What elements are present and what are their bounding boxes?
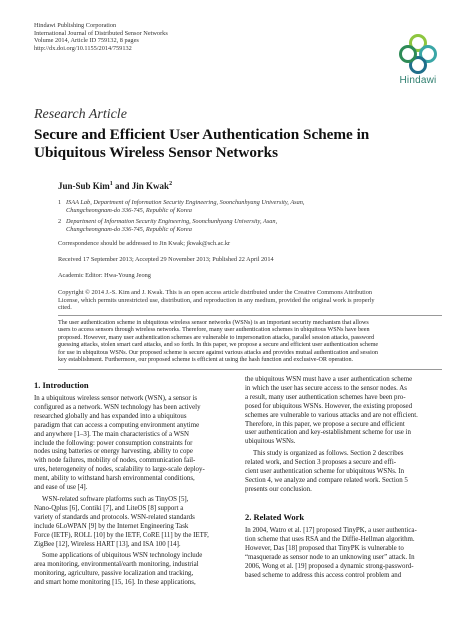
body-line: “masquerade as sensor node to an unknowing user” attack. In <box>245 553 415 561</box>
affiliation <box>58 199 458 214</box>
affiliation <box>58 218 458 233</box>
copyright-line: Copyright © 2014 J.-S. Kim and J. Kwak. This is an open access article distributed under the Creative Commons Attribution <box>58 289 373 296</box>
body-line: and anywhere [1–3]. The main characteristics of a WSN <box>34 430 189 438</box>
body-line: This study is organized as follows. Section 2 describes <box>253 450 404 458</box>
body-line: a result, many user authentication schemes have been pro- <box>245 393 406 401</box>
affiliation-text: Chungcheongnam-do 336-745, Republic of Korea <box>66 206 192 214</box>
body-line: In a ubiquitous wireless sensor network (WSN), a sensor is <box>34 395 198 402</box>
body-line: In 2004, Watro et al. [17] proposed TinyPK, a user authentica- <box>245 527 417 534</box>
correspondence: Correspondence should be addressed to Jin Kwak; jkwak@sch.ac.kr <box>58 240 231 247</box>
body-line: However, Das [18] proposed that TinyPK is vulnerable to <box>245 544 404 552</box>
logo-wordmark: Hindawi <box>399 75 437 86</box>
body-line: Therefore, in this paper, we propose a secure and efficient <box>245 420 405 428</box>
body-line: related work, and Section 3 proposes a secure and effi- <box>245 459 397 467</box>
affiliation-text: Department of Information Security Engineering, Soonchunhyang University, Asan, <box>66 218 278 225</box>
academic-editor: Academic Editor: Hwa-Young Jeong <box>58 272 151 279</box>
body-line: configured as a network. WSN technology has been actively <box>34 403 201 411</box>
body-line: ZigBee [12], Wireless HART [13], and ISA 100 [14]. <box>34 540 181 548</box>
body-line: with node failures, mobility of nodes, communication fail- <box>34 457 196 465</box>
abstract <box>58 320 442 364</box>
abstract-line: The user authentication scheme in ubiquitous wireless sensor networks (WSNs) is an important security mechanism that allows <box>58 320 369 326</box>
author-list <box>58 181 172 191</box>
affiliation-number: 2 <box>58 218 62 225</box>
body-line: Force (IETF), ROLL [10] by the IETF, CoRE [11] by the IETF, <box>34 531 209 539</box>
body-line: tion scheme that uses RSA and the Diffie-Hellman algorithm. <box>245 535 415 543</box>
affiliation-text: ISAA Lab, Department of Information Security Engineering, Soonchunhyang University, Asan, <box>66 199 305 206</box>
publisher-logo <box>394 34 442 88</box>
body-line: cient user authentication scheme for ubiquitous WSNs. In <box>245 468 405 476</box>
affiliation-number: 1 <box>58 199 62 206</box>
body-line: 2006, Wong et al. [19] proposed a dynamic strong-password- <box>245 562 414 570</box>
body-line: nodes using batteries or energy harvesting, ability to cope <box>34 448 193 456</box>
right-column-upper <box>245 376 441 495</box>
abstract-line: users to access sensors through wireless networks. Therefore, many user authentication schemes in ubiquitous WSNs have been <box>58 327 370 334</box>
body-line: Section 4, we analyze and compare related work. Section 5 <box>245 476 408 484</box>
body-line: ment, ability to withstand harsh environmental conditions, <box>34 475 195 483</box>
body-line: area monitoring, environmental/earth monitoring, industrial <box>34 561 199 569</box>
body-line: ures, heterogeneity of nodes, scalability to large-scale deploy- <box>34 466 205 474</box>
body-line: the ubiquitous WSN must have a user authentication scheme <box>245 376 413 383</box>
article-type: Research Article <box>34 107 127 122</box>
header-line: International Journal of Distributed Sensor Networks <box>34 29 168 37</box>
body-line: paradigm that can access a computing environment anytime <box>34 421 200 429</box>
author-name: Jin Kwak <box>131 181 170 191</box>
affiliation-text: Chungcheongnam-do 336-745, Republic of Korea <box>66 225 192 233</box>
abstract-bottom-rule <box>58 369 442 370</box>
body-line: in which the user has secure access to the sensor nodes. As <box>245 384 407 392</box>
header-line: Hindawi Publishing Corporation <box>34 22 117 29</box>
abstract-line: for use in ubiquitous WSNs. Our proposed scheme is secure against various attacks and provides mutual authentication and session <box>58 349 378 356</box>
title-line: Secure and Efficient User Authentication Scheme in <box>34 126 370 143</box>
body-line: monitoring, agriculture, passive localization and tracking, <box>34 570 194 578</box>
related-work-column <box>245 527 441 580</box>
copyright-line: License, which permits unrestricted use, distribution, and reproduction in any medium, provided the original work is properly <box>58 296 375 304</box>
paper-title <box>34 126 444 162</box>
abstract-line: key establishment. Furthermore, our proposed scheme is efficient at using the hash function and exclusive-OR operation. <box>58 357 354 364</box>
body-line: variety of standards and protocols. WSN-related standards <box>34 513 195 521</box>
body-line: researched globally and has expanded into a ubiquitous <box>34 412 187 420</box>
section-heading: 1. Introduction <box>34 380 89 390</box>
intro-column <box>34 395 230 588</box>
abstract-line: guessing attacks, stolen smart card attacks, and so forth. In this paper, we propose a secure and efficient user authentication scheme <box>58 342 379 349</box>
publication-dates: Received 17 September 2013; Accepted 29 November 2013; Published 22 April 2014 <box>58 256 274 263</box>
title-line: Ubiquitous Wireless Sensor Networks <box>34 144 279 161</box>
body-line: schemes are vulnerable to various attacks and are not efficient. <box>245 411 418 419</box>
body-line: Some applications of ubiquitous WSN technology include <box>42 552 203 560</box>
author-name: Jun-Sub Kim <box>58 181 110 191</box>
body-line: include 6LoWPAN [9] by the Internet Engineering Task <box>34 522 189 530</box>
journal-header <box>34 22 364 52</box>
affiliation-marker: 2 <box>169 181 173 187</box>
affiliation-marker: 1 <box>109 181 113 187</box>
header-line: Volume 2014, Article ID 759132, 8 pages <box>34 37 139 45</box>
body-line: and smart home monitoring [15, 16]. In these applications, <box>34 579 196 587</box>
body-line: Nano-Qplus [6], Contiki [7], and LiteOS [8] support a <box>34 504 184 512</box>
header-line: http://dx.doi.org/10.1155/2014/759132 <box>34 44 132 52</box>
body-line: user authentication and key-establishment scheme for use in <box>245 429 411 437</box>
body-line: include the following: power consumption constraints for <box>34 439 193 447</box>
body-line: ubiquitous WSNs. <box>245 438 296 446</box>
body-line: and ease of use [4]. <box>34 484 88 492</box>
body-line: WSN-related software platforms such as TinyOS [5], <box>42 495 189 503</box>
copyright-notice <box>58 289 442 312</box>
hindawi-logo-icon <box>398 34 438 74</box>
author-conjunction: and <box>112 181 132 191</box>
abstract-line: proposed. However, many user authentication schemes are vulnerable to impersonation attacks, parallel session attacks, password <box>58 334 375 341</box>
body-line: posed for ubiquitous WSNs. However, the existing proposed <box>245 402 413 410</box>
section-heading: 2. Related Work <box>245 512 305 522</box>
copyright-line: cited. <box>58 304 72 312</box>
abstract-top-rule <box>58 315 442 316</box>
body-line: based scheme to address this access control problem and <box>245 571 402 579</box>
body-line: presents our conclusion. <box>245 485 312 493</box>
